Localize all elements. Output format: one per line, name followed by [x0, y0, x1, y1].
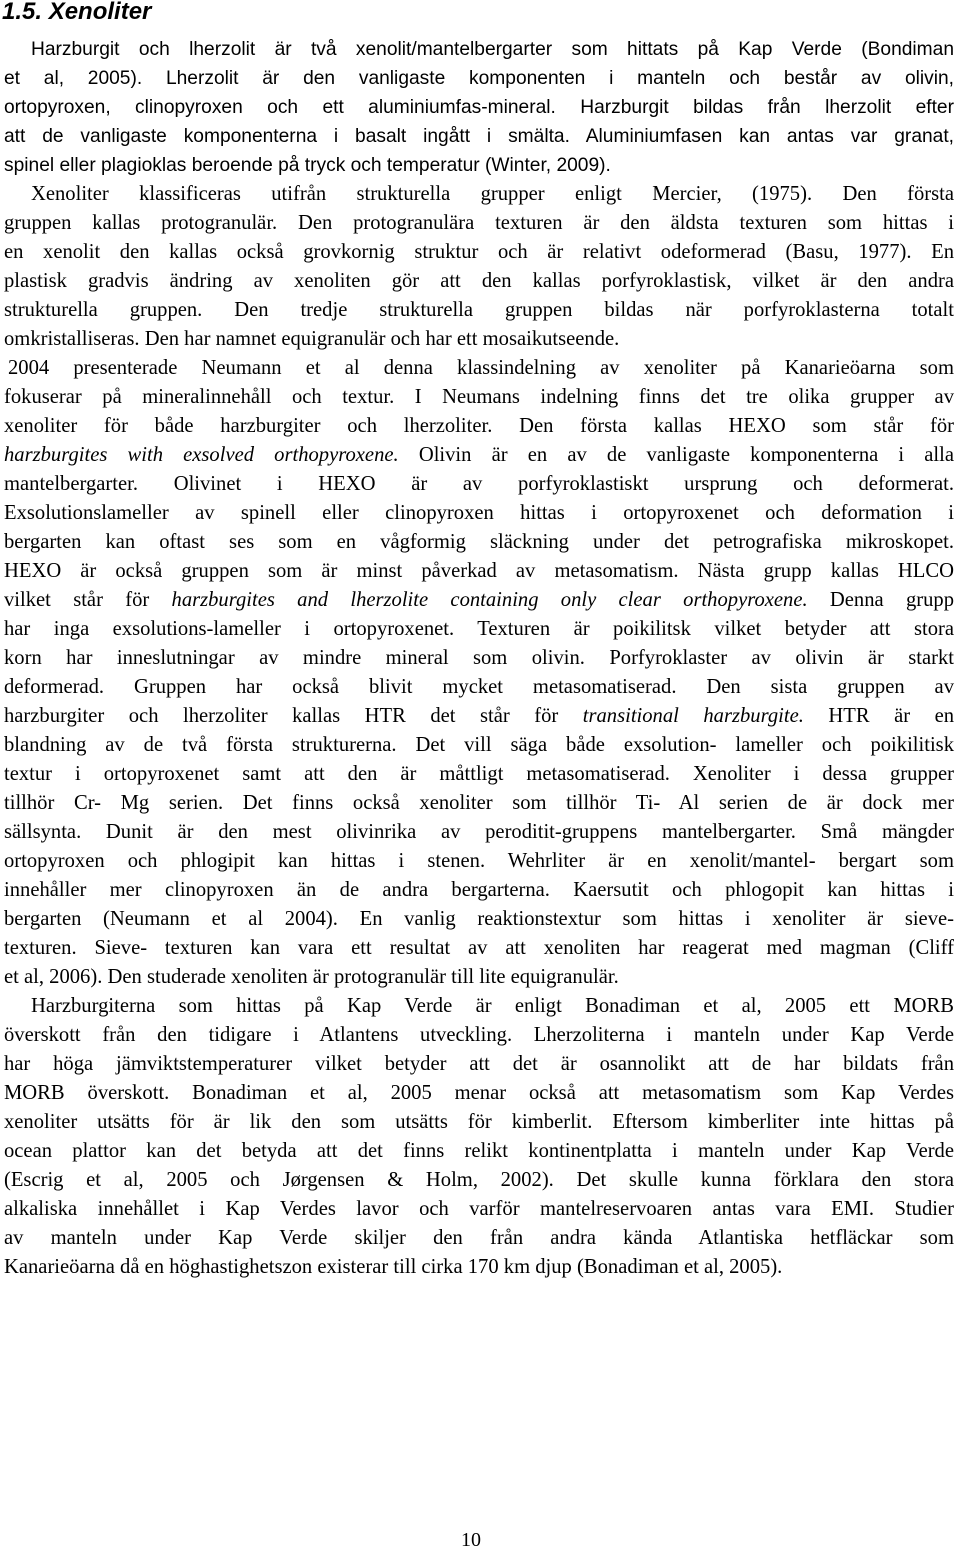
text-line: [4, 615, 954, 644]
text-line: [4, 1050, 954, 1079]
text-line: [4, 818, 954, 847]
text-segment: et al, 2006). Den studerade xenoliten är protogranulär till lite equigranulär.: [4, 966, 619, 988]
text-line: [4, 151, 700, 180]
text-segment: 2004 presenterade Neumann et al denna klassindelning av xenoliter på Kanarieöarna som: [8, 357, 954, 379]
text-segment: att de vanligaste komponenterna i basalt ingått i smälta. Aluminiumfasen kan antas var granat,: [4, 126, 954, 147]
text-segment: Harzburgit och lherzolit är två xenolit/mantelbergarter som hittats på Kap Verde (Bondiman: [31, 39, 954, 60]
text-line: [4, 673, 954, 702]
text-line: [4, 1195, 954, 1224]
text-segment: Olivin är en av de vanligaste komponenterna i alla: [398, 444, 955, 466]
text-segment: xenoliter för både harzburgiter och lherzoliter. Den första kallas HEXO som står för: [4, 415, 954, 437]
text-line: [4, 325, 760, 354]
text-segment: ocean plattor kan det betyda att det finns relikt kontinentplatta i manteln under Kap Verde: [4, 1140, 954, 1162]
text-line: [4, 528, 954, 557]
text-line: [4, 934, 954, 963]
italic-text-segment: transitional harzburgite.: [582, 705, 804, 727]
text-line: [4, 296, 954, 325]
text-segment: textur i ortopyroxenet samt att den är måttligt metasomatiserad. Xenoliter i dessa grupper: [4, 763, 954, 785]
text-segment: HTR är en: [803, 705, 955, 727]
text-segment: blandning av de två första strukturerna. Det vill säga både exsolution- lameller och poikilitisk: [4, 734, 954, 756]
text-segment: (Escrig et al, 2005 och Jørgensen & Holm, 2002). Det skulle kunna förklara den stora: [4, 1169, 954, 1191]
text-segment: Exsolutionslameller av spinell eller clinopyroxen hittas i ortopyroxenet och deformation i: [4, 502, 954, 524]
text-segment: tillhör Cr- Mg serien. Det finns också xenoliter som tillhör Ti- Al serien de är dock mer: [4, 792, 954, 814]
text-line: [4, 1021, 954, 1050]
text-segment: xenoliter utsätts för är lik den som utsätts för kimberlit. Eftersom kimberliter inte hittas på: [4, 1111, 954, 1133]
text-segment: Xenoliter klassificeras utifrån strukturella grupper enligt Mercier, (1975). Den första: [31, 183, 954, 205]
page-number: 10: [461, 1529, 481, 1551]
text-line: [4, 267, 954, 296]
text-line: [4, 847, 954, 876]
text-segment: omkristalliseras. Den har namnet equigranulär och har ett mosaikutseende.: [4, 328, 620, 350]
text-segment: en xenolit den kallas också grovkornig struktur och är relativt odeformerad (Basu, 1977). En: [4, 241, 954, 263]
text-line: [4, 1166, 954, 1195]
text-line: [4, 383, 954, 412]
text-segment: MORB överskott. Bonadiman et al, 2005 menar också att metasomatism som Kap Verdes: [4, 1082, 954, 1104]
text-line: [4, 441, 954, 470]
text-segment: ortopyroxen och phlogipit kan hittas i stenen. Wehrliter är en xenolit/mantel- bergart som: [4, 850, 954, 872]
text-segment: alkaliska innehållet i Kap Verdes lavor och varför mantelreservoaren antas vara EMI. Studier: [4, 1198, 954, 1220]
text-segment: Denna grupp: [807, 589, 954, 611]
text-segment: gruppen kallas protogranulär. Den protogranulära texturen är den äldsta texturen som hittas i: [4, 212, 954, 234]
text-segment: bergarten (Neumann et al 2004). En vanlig reaktionstextur som hittas i xenoliter är sieve-: [4, 908, 954, 930]
text-line: [4, 644, 954, 673]
text-segment: bergarten kan oftast ses som en vågformig släckning under det petrografiska mikroskopet.: [4, 531, 954, 553]
text-line: [4, 760, 954, 789]
text-line: [4, 209, 954, 238]
text-line: [4, 1079, 954, 1108]
text-line: [4, 64, 954, 93]
text-line: [4, 238, 954, 267]
text-segment: HEXO är också gruppen som är minst påverkad av metasomatism. Nästa grupp kallas HLCO: [4, 560, 954, 582]
text-segment: mantelbergarter. Olivinet i HEXO är av porfyroklastiskt ursprung och deformerat.: [4, 473, 954, 495]
text-line: [4, 963, 760, 992]
italic-text-segment: harzburgites and lherzolite containing only clear orthopyroxene.: [171, 589, 808, 611]
text-line: [4, 876, 954, 905]
text-segment: fokuserar på mineralinnehåll och textur. I Neumans indelning finns det tre olika grupper av: [4, 386, 954, 408]
text-line: [4, 789, 954, 818]
text-line: [4, 702, 954, 731]
text-segment: harzburgiter och lherzoliter kallas HTR det står för: [4, 705, 583, 727]
text-line: [8, 354, 954, 383]
text-line: [31, 180, 954, 209]
text-line: [4, 470, 954, 499]
italic-text-segment: harzburgites with exsolved orthopyroxene.: [4, 444, 399, 466]
text-line: [4, 499, 954, 528]
text-line: [4, 586, 954, 615]
text-segment: innehåller mer clinopyroxen än de andra bergarterna. Kaersutit och phlogopit kan hittas i: [4, 879, 954, 901]
section-title: 1.5. Xenoliter: [2, 0, 152, 25]
text-segment: Harzburgiterna som hittas på Kap Verde är enligt Bonadiman et al, 2005 ett MORB: [31, 995, 954, 1017]
text-segment: korn har inneslutningar av mindre mineral som olivin. Porfyroklaster av olivin är starkt: [4, 647, 954, 669]
text-segment: har höga jämviktstemperaturer vilket betyder att det är osannolikt att de har bildats från: [4, 1053, 954, 1075]
text-segment: strukturella gruppen. Den tredje strukturella gruppen bildas när porfyroklasterna totalt: [4, 299, 954, 321]
text-segment: texturen. Sieve- texturen kan vara ett resultat av att xenoliten har reagerat med magman (Cliff: [4, 937, 954, 959]
text-line: [31, 35, 954, 64]
text-line: [4, 905, 954, 934]
text-line: [4, 1253, 954, 1282]
text-line: [4, 1137, 954, 1166]
text-segment: sällsynta. Dunit är den mest olivinrika av peroditit-gruppens mantelbergarter. Små mängder: [4, 821, 954, 843]
text-line: [4, 122, 954, 151]
text-segment: Kanarieöarna då en höghastighetszon existerar till cirka 170 km djup (Bonadiman et al, 2005).: [4, 1256, 783, 1278]
text-line: [4, 557, 954, 586]
text-segment: av manteln under Kap Verde skiljer den från andra kända Atlantiska hetfläckar som: [4, 1227, 954, 1249]
text-segment: plastisk gradvis ändring av xenoliten gör att den kallas porfyroklastisk, vilket är den andra: [4, 270, 954, 292]
text-line: [4, 1224, 954, 1253]
text-line: [4, 93, 954, 122]
text-segment: vilket står för: [4, 589, 172, 611]
text-line: [4, 1108, 954, 1137]
text-segment: et al, 2005). Lherzolit är den vanligaste komponenten i manteln och består av olivin,: [4, 68, 954, 89]
text-segment: har inga exsolutions-lameller i ortopyroxenet. Texturen är poikilitsk vilket betyder att stora: [4, 618, 954, 640]
text-segment: ortopyroxen, clinopyroxen och ett aluminiumfas-mineral. Harzburgit bildas från lherzolit efter: [4, 97, 954, 118]
text-line: [4, 731, 954, 760]
text-segment: spinel eller plagioklas beroende på tryck och temperatur (Winter, 2009).: [4, 155, 611, 176]
text-line: [31, 992, 954, 1021]
text-line: [4, 412, 954, 441]
text-segment: överskott från den tidigare i Atlantens utveckling. Lherzoliterna i manteln under Kap Verde: [4, 1024, 954, 1046]
text-segment: deformerad. Gruppen har också blivit mycket metasomatiserad. Den sista gruppen av: [4, 676, 954, 698]
